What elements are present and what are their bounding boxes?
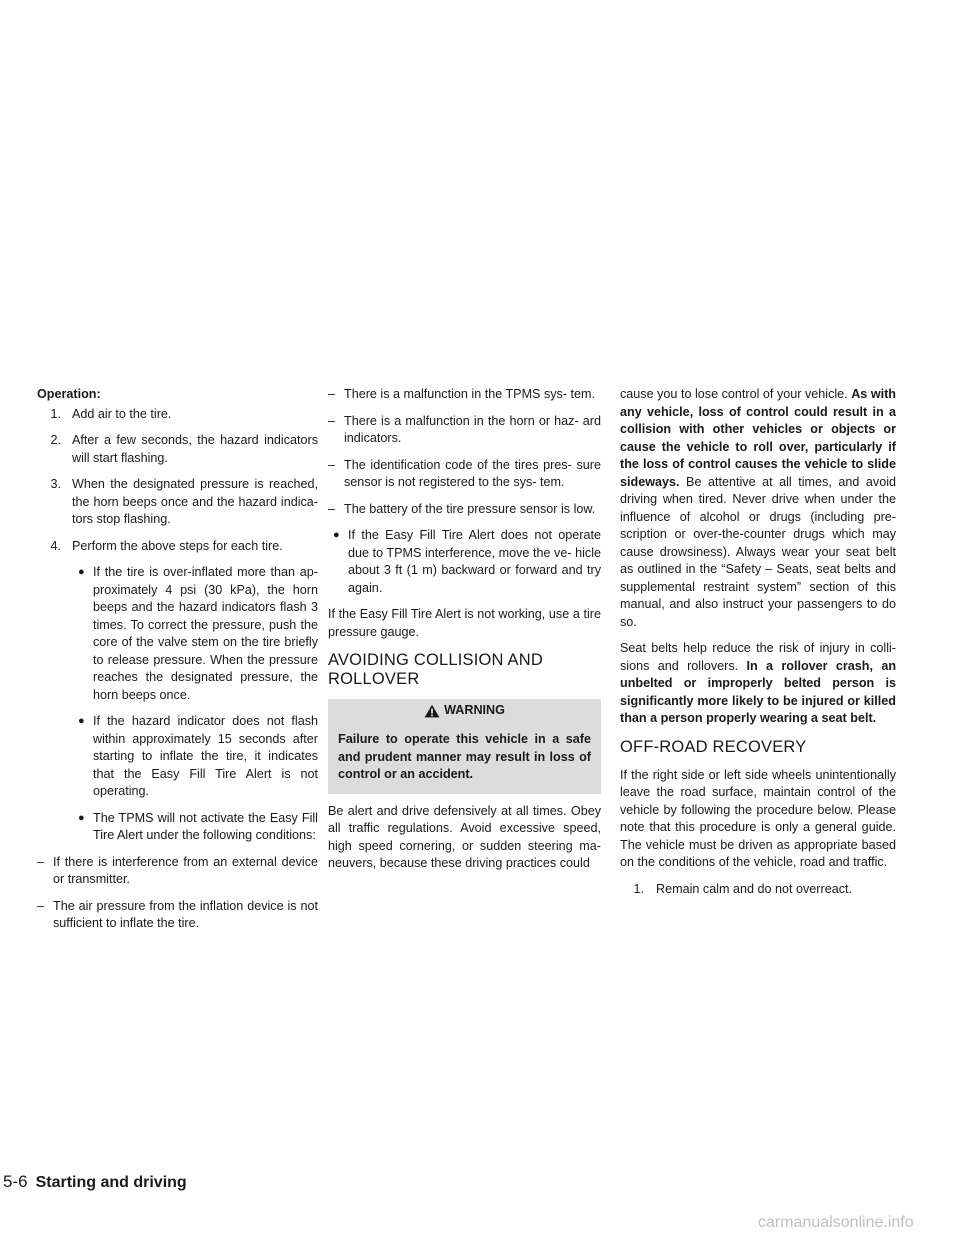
warning-header xyxy=(328,699,601,723)
step-2: 2. After a few seconds, the hazard indicators will start flashing. xyxy=(50,433,318,465)
column-3 xyxy=(620,386,896,907)
paragraph: cause you to lose control of your vehicle. As with any vehicle, loss of control could result in a collision with other vehicles or objects or cause the vehicle to roll over, particularly if the loss of control causes the vehicle to slide sideways. Be attentive at all times, and avoid driving when tired. Never drive when under the influence of alcohol or drugs (including pre- scription or over-the-counter drugs which may cause drowsiness). Always wear your seat belt as outlined in the “Safety – Seats, seat belts and supplemental restraint system” section of this manual, and also instruct your passengers to do so. xyxy=(620,387,897,629)
bullet-icon: ● xyxy=(78,715,85,727)
warning-text: Failure to operate this vehicle in a safe and prudent manner may result in loss of control or an accident. xyxy=(338,732,591,781)
dash-item: – There is a malfunction in the TPMS sys- tem. xyxy=(328,387,596,401)
section-name: Starting and driving xyxy=(35,1174,187,1191)
watermark: carmanualsonline.info xyxy=(758,1214,914,1231)
section-heading: OFF-ROAD RECOVERY xyxy=(620,737,807,756)
paragraph: If the right side or left side wheels unintentionally leave the road surface, maintain control of the vehicle by following the procedure below. Please note that this procedure is only a general guide. The vehicle must be driven as appropriate based on the conditions of the vehicle, road and traffic. xyxy=(620,767,896,869)
dash-item: – There is a malfunction in the horn or haz- ard indicators. xyxy=(328,413,601,445)
warning-title: WARNING xyxy=(444,703,505,718)
step-3: 3. When the designated pressure is reached, the horn beeps once and the hazard indica- tors stop flashing. xyxy=(50,477,318,526)
operation-label: Operation: xyxy=(37,387,101,401)
column-2 xyxy=(328,386,601,882)
dash-item: – The air pressure from the inflation device is not sufficient to inflate the tire. xyxy=(37,898,318,930)
bullet-icon: ● xyxy=(78,566,85,578)
dash-item: – The identification code of the tires pres- sure sensor is not registered to the sys- tem. xyxy=(328,457,601,489)
bullet-icon: ● xyxy=(78,811,85,824)
step-1: 1. Remain calm and do not overreact. xyxy=(633,881,853,896)
step-4: 4. Perform the above steps for each tire. xyxy=(50,538,283,553)
warning-triangle-icon xyxy=(424,704,440,718)
warning-box xyxy=(328,699,601,794)
bullet-item: ● If the tire is over-inflated more than ap- proximately 4 psi (30 kPa), the horn beeps and the hazard indicators flash 3 times. To correct the pressure, push the core of the valve stem on the tire briefly to release pressure. When the pressure reaches the designated pressure, the horn beeps once. xyxy=(78,565,318,702)
paragraph: Seat belts help reduce the risk of injury in colli- sions and rollovers. In a rollover crash, an unbelted or improperly belted person is significantly more likely to be injured or killed than a person properly wearing a seat belt. xyxy=(620,641,897,725)
bullet-item: ● If the hazard indicator does not flash within approximately 15 seconds after starting to inflate the tire, it indicates that the Easy Fill Tire Alert is not operating. xyxy=(78,714,318,798)
page-number: 5-6 xyxy=(3,1172,28,1191)
paragraph: If the Easy Fill Tire Alert is not working, use a tire pressure gauge. xyxy=(328,607,601,639)
bullet-icon: ● xyxy=(333,529,340,541)
bullet-item: ● The TPMS will not activate the Easy Fill Tire Alert under the following conditions: xyxy=(78,810,318,842)
paragraph: Be alert and drive defensively at all times. Obey all traffic regulations. Avoid excessive speed, high speed cornering, or sudden steering ma- neuvers, because these driving practices could xyxy=(328,803,601,870)
page-footer xyxy=(3,1172,187,1192)
step-1: 1. Add air to the tire. xyxy=(50,406,172,421)
section-heading: AVOIDING COLLISION AND ROLLOVER xyxy=(328,651,543,688)
bullet-item: ● If the Easy Fill Tire Alert does not operate due to TPMS interference, move the ve- hicle about 3 ft (1 m) backward or forward and try again. xyxy=(333,528,601,595)
dash-item: – The battery of the tire pressure sensor is low. xyxy=(328,501,596,516)
column-1 xyxy=(37,386,318,942)
dash-item: – If there is interference from an external device or transmitter. xyxy=(37,854,318,886)
